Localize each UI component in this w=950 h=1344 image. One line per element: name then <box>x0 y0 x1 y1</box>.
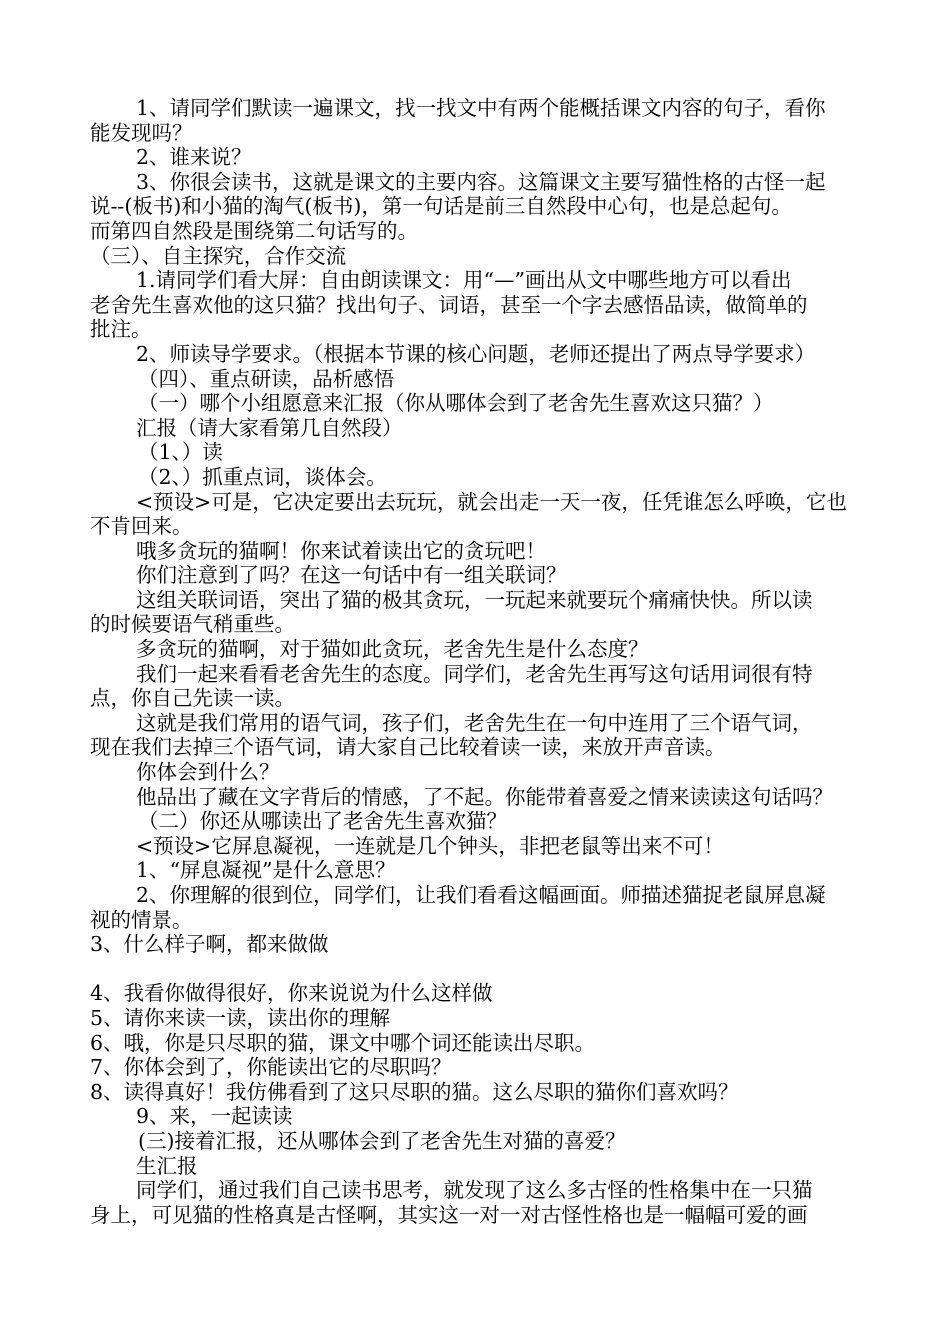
text-line: (三)接着汇报，还从哪体会到了老舍先生对猫的喜爱？ <box>138 1128 626 1153</box>
text-line: <预设>它屏息凝视，一连就是几个钟头，非把老鼠等出来不可！ <box>136 833 724 858</box>
text-line: 3、你很会读书，这就是课文的主要内容。这篇课文主要写猫性格的古怪一起 <box>136 169 826 194</box>
text-line: 1.请同学们看大屏：自由朗读课文：用“—”画出从文中哪些地方可以看出 <box>136 268 792 293</box>
text-line: 你体会到什么？ <box>136 760 280 785</box>
text-line: 6、哦，你是只尽职的猫，课文中哪个词还能读出尽职。 <box>90 1030 596 1055</box>
text-line: 哦多贪玩的猫啊！你来试着读出它的贪玩吧！ <box>136 538 546 563</box>
text-line: 这组关联词语，突出了猫的极其贪玩，一玩起来就要玩个痛痛快快。所以读 <box>136 587 813 612</box>
text-line: 你们注意到了吗？在这一句话中有一组关联词？ <box>136 563 567 588</box>
text-line: 不肯回来。 <box>90 514 193 539</box>
text-line: 这就是我们常用的语气词，孩子们，老舍先生在一句中连用了三个语气词， <box>136 710 813 735</box>
text-line: 9、来，一起读读 <box>136 1104 293 1129</box>
text-line: 而第四自然段是围绕第二句话写的。 <box>90 218 418 243</box>
text-line: 视的情景。 <box>90 907 193 932</box>
text-line: 身上，可见猫的性格真是古怪啊，其实这一对一对古怪性格也是一幅幅可爱的画 <box>90 1202 808 1227</box>
text-line: 我们一起来看看老舍先生的态度。同学们，老舍先生再写这句话用词很有特 <box>136 661 813 686</box>
text-line: 生汇报 <box>136 1153 198 1178</box>
text-line: 1、请同学们默读一遍课文，找一找文中有两个能概括课文内容的句子，看你 <box>136 96 826 120</box>
section-heading: （三）、自主探究，合作交流 <box>90 243 347 268</box>
text-line: <预设>可是，它决定要出去玩玩，就会出走一天一夜，任凭谁怎么呼唤，它也 <box>136 489 847 514</box>
text-line: 2、师读导学要求。（根据本节课的核心问题，老师还提出了两点导学要求） <box>136 341 816 366</box>
text-line: 他品出了藏在文字背后的情感，了不起。你能带着喜爱之情来读读这句话吗？ <box>136 784 833 809</box>
text-line: （二）你还从哪读出了老舍先生喜欢猫？ <box>138 809 507 834</box>
text-line: （一）哪个小组愿意来汇报（你从哪体会到了老舍先生喜欢这只猫？） <box>138 391 774 416</box>
text-line: （1、）读 <box>138 440 223 465</box>
text-line: 老舍先生喜欢他的这只猫？找出句子、词语，甚至一个字去感悟品读，做简单的 <box>90 292 808 317</box>
text-line: 批注。 <box>90 317 152 342</box>
text-line: 5、请你来读一读，读出你的理解 <box>90 1005 391 1030</box>
text-line: 现在我们去掉三个语气词，请大家自己比较着读一读，来放开声音读。 <box>90 735 726 760</box>
text-line: 2、你理解的很到位，同学们，让我们看看这幅画面。师描述猫捉老鼠屏息凝 <box>136 883 826 907</box>
text-line: （2、）抓重点词，谈体会。 <box>138 464 387 489</box>
text-line: 2、谁来说？ <box>136 145 252 170</box>
text-line: 说--(板书)和小猫的淘气(板书)，第一句话是前三自然段中心句，也是总起句。 <box>90 194 792 219</box>
text-line: 1、“屏息凝视”是什么意思？ <box>136 858 396 883</box>
section-heading: （四）、重点研读，品析感悟 <box>138 366 395 391</box>
text-line: 点，你自己先读一读。 <box>90 686 295 711</box>
text-line: 的时候要语气稍重些。 <box>90 612 295 637</box>
blank-line <box>90 957 860 982</box>
text-line: 8、读得真好！我仿佛看到了这只尽职的猫。这么尽职的猫你们喜欢吗？ <box>90 1079 739 1104</box>
text-line: 3、什么样子啊，都来做做 <box>90 932 329 957</box>
text-line: 7、你体会到了，你能读出它的尽职吗？ <box>90 1055 452 1080</box>
text-line: 能发现吗？ <box>90 120 193 145</box>
text-line: 4、我看你做得很好，你来说说为什么这样做 <box>90 981 493 1006</box>
text-line: 多贪玩的猫啊，对于猫如此贪玩，老舍先生是什么态度？ <box>136 637 649 662</box>
text-line: 同学们，通过我们自己读书思考，就发现了这么多古怪的性格集中在一只猫 <box>136 1178 813 1203</box>
text-line: 汇报（请大家看第几自然段） <box>136 415 403 440</box>
